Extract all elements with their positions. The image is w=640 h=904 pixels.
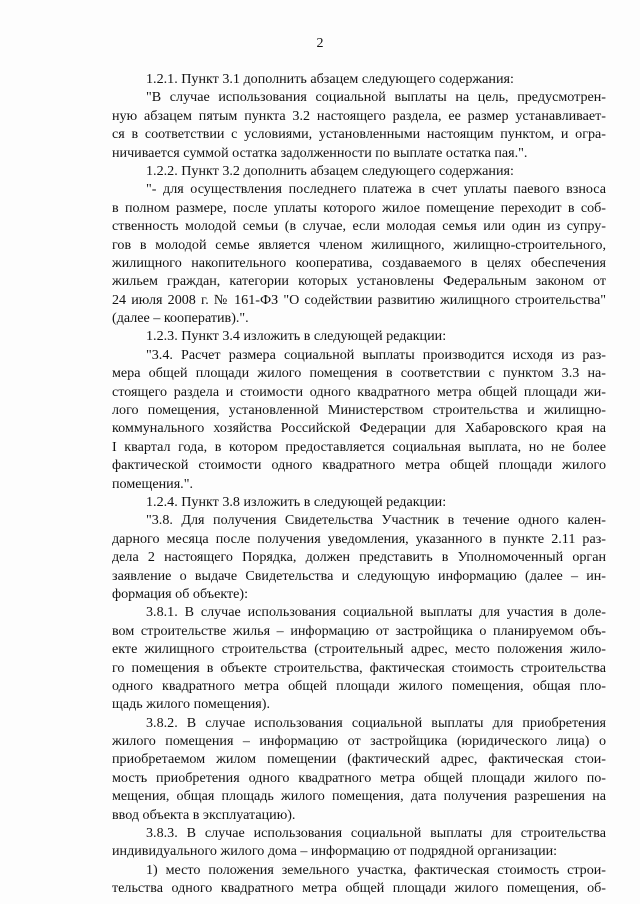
text-line: 3.8.1. В случае использования социальной выплаты для участия в доле- xyxy=(146,604,606,621)
text-line: одного квадратного метра общей площади жилого помещения, общая пло- xyxy=(112,677,606,694)
text-line: фактической стоимости одного квадратного метра общей площади жилого xyxy=(112,457,606,474)
text-line: вом строительстве жилья – информацию от застройщика о планируемом объ- xyxy=(112,622,606,639)
text-line: ввод объекта в эксплуатацию). xyxy=(112,806,296,823)
text-line: мещения, общая площадь жилого помещения, дата получения разрешения на xyxy=(112,788,606,805)
text-line: ся в соответствии с условиями, установленными настоящим пунктом, и огра- xyxy=(112,126,606,143)
text-line: щадь жилого помещения). xyxy=(112,696,270,713)
page-number: 2 xyxy=(316,36,324,51)
text-line: коммунального хозяйства Российской Федерации для Хабаровского края на xyxy=(112,420,606,437)
text-line: 3.8.2. В случае использования социальной выплаты для приобретения xyxy=(146,714,606,731)
text-line: формация об объекте): xyxy=(112,585,249,602)
text-line: ную абзацем пятым пункта 3.2 настоящего раздела, ее размер устанавливает- xyxy=(112,107,606,124)
text-line: заявление о выдаче Свидетельства и следующую информацию (далее – ин- xyxy=(112,567,606,584)
text-line: (далее – кооператив).". xyxy=(112,310,249,327)
text-line: лого помещения, установленной Министерством строительства и жилищно- xyxy=(112,402,606,419)
text-line: "В случае использования социальной выплаты на цель, предусмотрен- xyxy=(146,89,606,106)
text-line: 24 июля 2008 г. № 161-ФЗ "О содействии развитию жилищного строительства" xyxy=(112,291,606,308)
text-line: жильем граждан, категории которых установлены Федеральным законом от xyxy=(112,273,606,290)
text-line: ничивается суммой остатка задолженности по выплате остатка пая.". xyxy=(112,144,528,161)
text-line: индивидуального жилого дома – информацию от подрядной организации: xyxy=(112,843,558,860)
text-line: гов в молодой семье является членом жилищного, жилищно-строительного, xyxy=(112,236,606,253)
text-line: "3.4. Расчет размера социальной выплаты производится исходя из раз- xyxy=(146,346,606,363)
text-line: тельства одного квадратного метра общей площади жилого помещения, об- xyxy=(112,880,606,897)
text-line: го помещения в объекте строительства, фактическая стоимость строительства xyxy=(112,659,606,676)
text-line: 3.8.3. В случае использования социальной выплаты для строительства xyxy=(146,825,606,842)
text-line: помещения.". xyxy=(112,475,193,492)
text-line: 1.2.4. Пункт 3.8 изложить в следующей редакции: xyxy=(146,493,447,510)
text-line: в полном размере, после уплаты которого жилое помещение переходит в соб- xyxy=(112,199,606,216)
text-line: 1.2.1. Пункт 3.1 дополнить абзацем следующего содержания: xyxy=(146,71,514,87)
text-line: жилищного накопительного кооператива, создаваемого в целях обеспечения xyxy=(112,254,606,271)
document-body xyxy=(112,70,606,898)
text-line: ственность молодой семьи (в случае, если молодая семья или один из супру- xyxy=(112,218,606,235)
text-line: 1) место положения земельного участка, фактическая стоимость строи- xyxy=(146,861,606,878)
text-line: 1.2.3. Пункт 3.4 изложить в следующей редакции: xyxy=(146,328,447,345)
text-line: приобретаемом жилом помещении (фактический адрес, фактическая стои- xyxy=(112,751,606,768)
text-line: стоящего раздела и стоимости одного квадратного метра общей площади жи- xyxy=(112,383,606,400)
text-line: дарного месяца после получения уведомления, указанного в пункте 2.11 раз- xyxy=(112,530,606,547)
text-line: екте жилищного строительства (строительный адрес, место положения жило- xyxy=(112,641,606,658)
text-line: I квартал года, в котором предоставляется социальная выплата, но не более xyxy=(112,438,606,455)
text-line: мера общей площади жилого помещения в соответствии с пунктом 3.3 на- xyxy=(112,365,606,382)
text-line: жилого помещения – информацию от застройщика (юридического лица) о xyxy=(112,733,606,750)
text-line: "3.8. Для получения Свидетельства Участник в течение одного кален- xyxy=(146,512,606,529)
text-line: мость приобретения одного квадратного метра общей площади жилого по- xyxy=(112,769,606,786)
text-line: дела 2 настоящего Порядка, должен представить в Уполномоченный орган xyxy=(112,549,606,566)
text-line: "- для осуществления последнего платежа в счет уплаты паевого взноса xyxy=(146,181,606,198)
text-line: 1.2.2. Пункт 3.2 дополнить абзацем следующего содержания: xyxy=(146,162,514,179)
